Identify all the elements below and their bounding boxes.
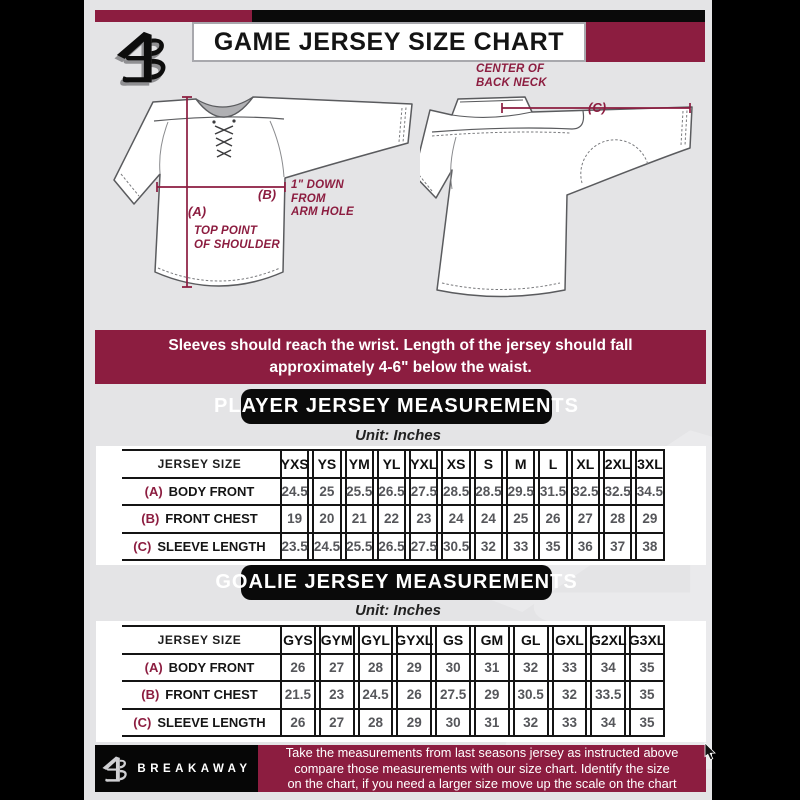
measure-key: (A) xyxy=(144,483,163,499)
value-cell: 31.5 xyxy=(538,479,567,505)
measure-label: SLEEVE LENGTH xyxy=(157,714,266,730)
value-cell: 27.5 xyxy=(409,534,438,560)
value-cell: 24 xyxy=(474,506,503,532)
value-cell: 19 xyxy=(280,506,309,532)
row-label xyxy=(122,655,277,681)
value-cell: 31 xyxy=(474,710,510,736)
value-cell: 22 xyxy=(377,506,406,532)
value-cell: 30.5 xyxy=(513,682,549,708)
content-column xyxy=(84,0,712,800)
value-cell: 32 xyxy=(513,655,549,681)
value-cell: 29 xyxy=(474,682,510,708)
title-banner xyxy=(192,22,586,62)
measure-c-tag: (C) xyxy=(588,100,607,115)
note-line: OF SHOULDER xyxy=(194,238,280,251)
goalie-measurements-table xyxy=(122,625,665,737)
table-row xyxy=(122,682,665,708)
size-header-cell: G3XL xyxy=(629,627,665,653)
size-header-cell: YS xyxy=(312,451,341,477)
row-label xyxy=(122,506,277,532)
value-cell: 24.5 xyxy=(280,479,309,505)
goalie-section-title: GOALIE JERSEY MEASUREMENTS xyxy=(241,565,552,600)
mouse-cursor-icon xyxy=(704,742,720,762)
measure-b-tag: (B) xyxy=(258,187,277,202)
value-cell: 35 xyxy=(538,534,567,560)
goalie-unit-label: Unit: Inches xyxy=(355,602,441,619)
value-cell: 28.5 xyxy=(441,479,470,505)
row-label xyxy=(122,682,277,708)
size-header-cell: GL xyxy=(513,627,549,653)
value-cell: 28 xyxy=(603,506,632,532)
value-cell: 28.5 xyxy=(474,479,503,505)
value-cell: 35 xyxy=(629,710,665,736)
value-cell: 33.5 xyxy=(590,682,626,708)
value-cell: 28 xyxy=(358,655,394,681)
value-cell: 34 xyxy=(590,655,626,681)
value-cell: 25.5 xyxy=(345,479,374,505)
measure-b-note xyxy=(291,179,354,220)
size-header-cell: YL xyxy=(377,451,406,477)
value-cell: 27.5 xyxy=(435,682,471,708)
value-cell: 32.5 xyxy=(603,479,632,505)
size-header-cell: GYS xyxy=(280,627,316,653)
breakaway-logo-small-icon xyxy=(101,753,128,784)
value-cell: 28 xyxy=(358,710,394,736)
measure-label: BODY FRONT xyxy=(168,483,255,499)
table-header-row xyxy=(122,451,665,477)
brand-name: BREAKAWAY xyxy=(137,762,252,775)
value-cell: 35 xyxy=(629,655,665,681)
note-line: FROM xyxy=(291,192,326,205)
size-header-cell: L xyxy=(538,451,567,477)
size-label: JERSEY SIZE xyxy=(157,456,242,471)
value-cell: 26 xyxy=(396,682,432,708)
size-header-cell: S xyxy=(474,451,503,477)
row-label xyxy=(122,534,277,560)
measure-key: (C) xyxy=(133,538,152,554)
measure-label: SLEEVE LENGTH xyxy=(157,538,266,554)
size-header-cell: YM xyxy=(345,451,374,477)
table-rule xyxy=(122,559,665,561)
value-cell: 32 xyxy=(513,710,549,736)
value-cell: 33 xyxy=(552,655,588,681)
footer-line: compare those measurements with our size chart. Identify the size xyxy=(294,760,670,776)
table-rule xyxy=(122,735,665,737)
table-row xyxy=(122,655,665,681)
value-cell: 26 xyxy=(538,506,567,532)
size-header-cell: G2XL xyxy=(590,627,626,653)
player-section-title: PLAYER JERSEY MEASUREMENTS xyxy=(241,389,552,424)
notice-line: approximately 4-6" below the waist. xyxy=(269,359,532,376)
note-line: TOP POINT xyxy=(194,225,258,237)
value-cell: 25 xyxy=(506,506,535,532)
value-cell: 26 xyxy=(280,710,316,736)
value-cell: 27.5 xyxy=(409,479,438,505)
value-cell: 30.5 xyxy=(441,534,470,560)
size-header-cell: GYXL xyxy=(396,627,432,653)
player-measurements-table xyxy=(122,449,665,561)
value-cell: 23.5 xyxy=(280,534,309,560)
value-cell: 37 xyxy=(603,534,632,560)
value-cell: 30 xyxy=(435,710,471,736)
value-cell: 29 xyxy=(396,710,432,736)
value-cell: 23 xyxy=(319,682,355,708)
value-cell: 29.5 xyxy=(506,479,535,505)
note-line: CENTER OF xyxy=(476,63,545,75)
measure-a-tag: (A) xyxy=(188,204,207,219)
size-header-cell: 3XL xyxy=(635,451,664,477)
value-cell: 23 xyxy=(409,506,438,532)
value-cell: 24.5 xyxy=(312,534,341,560)
measure-key: (C) xyxy=(133,714,152,730)
value-cell: 26 xyxy=(280,655,316,681)
page-title: GAME JERSEY SIZE CHART xyxy=(213,27,565,56)
value-cell: 34.5 xyxy=(635,479,664,505)
top-strip-maroon xyxy=(95,10,252,22)
title-banner-accent xyxy=(586,22,705,62)
size-header-cell: GM xyxy=(474,627,510,653)
value-cell: 31 xyxy=(474,655,510,681)
notice-line: Sleeves should reach the wrist. Length of the jersey should fall xyxy=(168,337,633,354)
size-header-cell: GS xyxy=(435,627,471,653)
row-label xyxy=(122,710,277,736)
size-header-cell: M xyxy=(506,451,535,477)
value-cell: 24 xyxy=(441,506,470,532)
footer-line: on the chart, if you need a larger size move up the scale on the chart xyxy=(287,776,677,792)
size-header-cell: YXS xyxy=(280,451,309,477)
row-label xyxy=(122,479,277,505)
value-cell: 24.5 xyxy=(358,682,394,708)
size-header-cell: YXL xyxy=(409,451,438,477)
size-label: JERSEY SIZE xyxy=(157,632,242,647)
table-row xyxy=(122,506,665,532)
value-cell: 38 xyxy=(635,534,664,560)
measure-key: (A) xyxy=(144,659,163,675)
value-cell: 25 xyxy=(312,479,341,505)
measure-key: (B) xyxy=(141,511,160,527)
value-cell: 33 xyxy=(506,534,535,560)
size-header-cell: XL xyxy=(571,451,600,477)
value-cell: 25.5 xyxy=(345,534,374,560)
size-header-cell: 2XL xyxy=(603,451,632,477)
footer-instructions xyxy=(258,745,706,792)
value-cell: 21 xyxy=(345,506,374,532)
size-header-cell: GYL xyxy=(358,627,394,653)
measure-label: FRONT CHEST xyxy=(165,511,258,527)
footer-line: Take the measurements from last seasons jersey as instructed above xyxy=(285,745,679,761)
value-cell: 30 xyxy=(435,655,471,681)
table-header-row xyxy=(122,627,665,653)
sizing-notice xyxy=(95,330,706,384)
table-row xyxy=(122,534,665,560)
note-line: 1" DOWN xyxy=(291,179,344,191)
measure-c-note xyxy=(476,63,547,90)
top-strip-black xyxy=(252,10,705,22)
value-cell: 35 xyxy=(629,682,665,708)
table-row xyxy=(122,479,665,505)
value-cell: 26.5 xyxy=(377,534,406,560)
value-cell: 34 xyxy=(590,710,626,736)
measure-label: FRONT CHEST xyxy=(165,687,258,703)
value-cell: 27 xyxy=(319,710,355,736)
value-cell: 27 xyxy=(571,506,600,532)
value-cell: 33 xyxy=(552,710,588,736)
value-cell: 21.5 xyxy=(280,682,316,708)
value-cell: 36 xyxy=(571,534,600,560)
value-cell: 26.5 xyxy=(377,479,406,505)
size-header-cell: XS xyxy=(441,451,470,477)
size-header-cell: GYM xyxy=(319,627,355,653)
value-cell: 29 xyxy=(635,506,664,532)
value-cell: 27 xyxy=(319,655,355,681)
player-unit-label: Unit: Inches xyxy=(355,427,441,444)
measure-key: (B) xyxy=(141,687,160,703)
value-cell: 29 xyxy=(396,655,432,681)
footer-brand-box xyxy=(95,745,258,792)
table-row xyxy=(122,710,665,736)
size-header-cell: GXL xyxy=(552,627,588,653)
value-cell: 32 xyxy=(474,534,503,560)
measure-a-note xyxy=(194,225,280,252)
measurement-lines xyxy=(84,62,712,330)
note-line: BACK NECK xyxy=(476,76,547,89)
note-line: ARM HOLE xyxy=(291,206,354,218)
measure-label: BODY FRONT xyxy=(168,659,255,675)
value-cell: 32.5 xyxy=(571,479,600,505)
value-cell: 20 xyxy=(312,506,341,532)
value-cell: 32 xyxy=(552,682,588,708)
